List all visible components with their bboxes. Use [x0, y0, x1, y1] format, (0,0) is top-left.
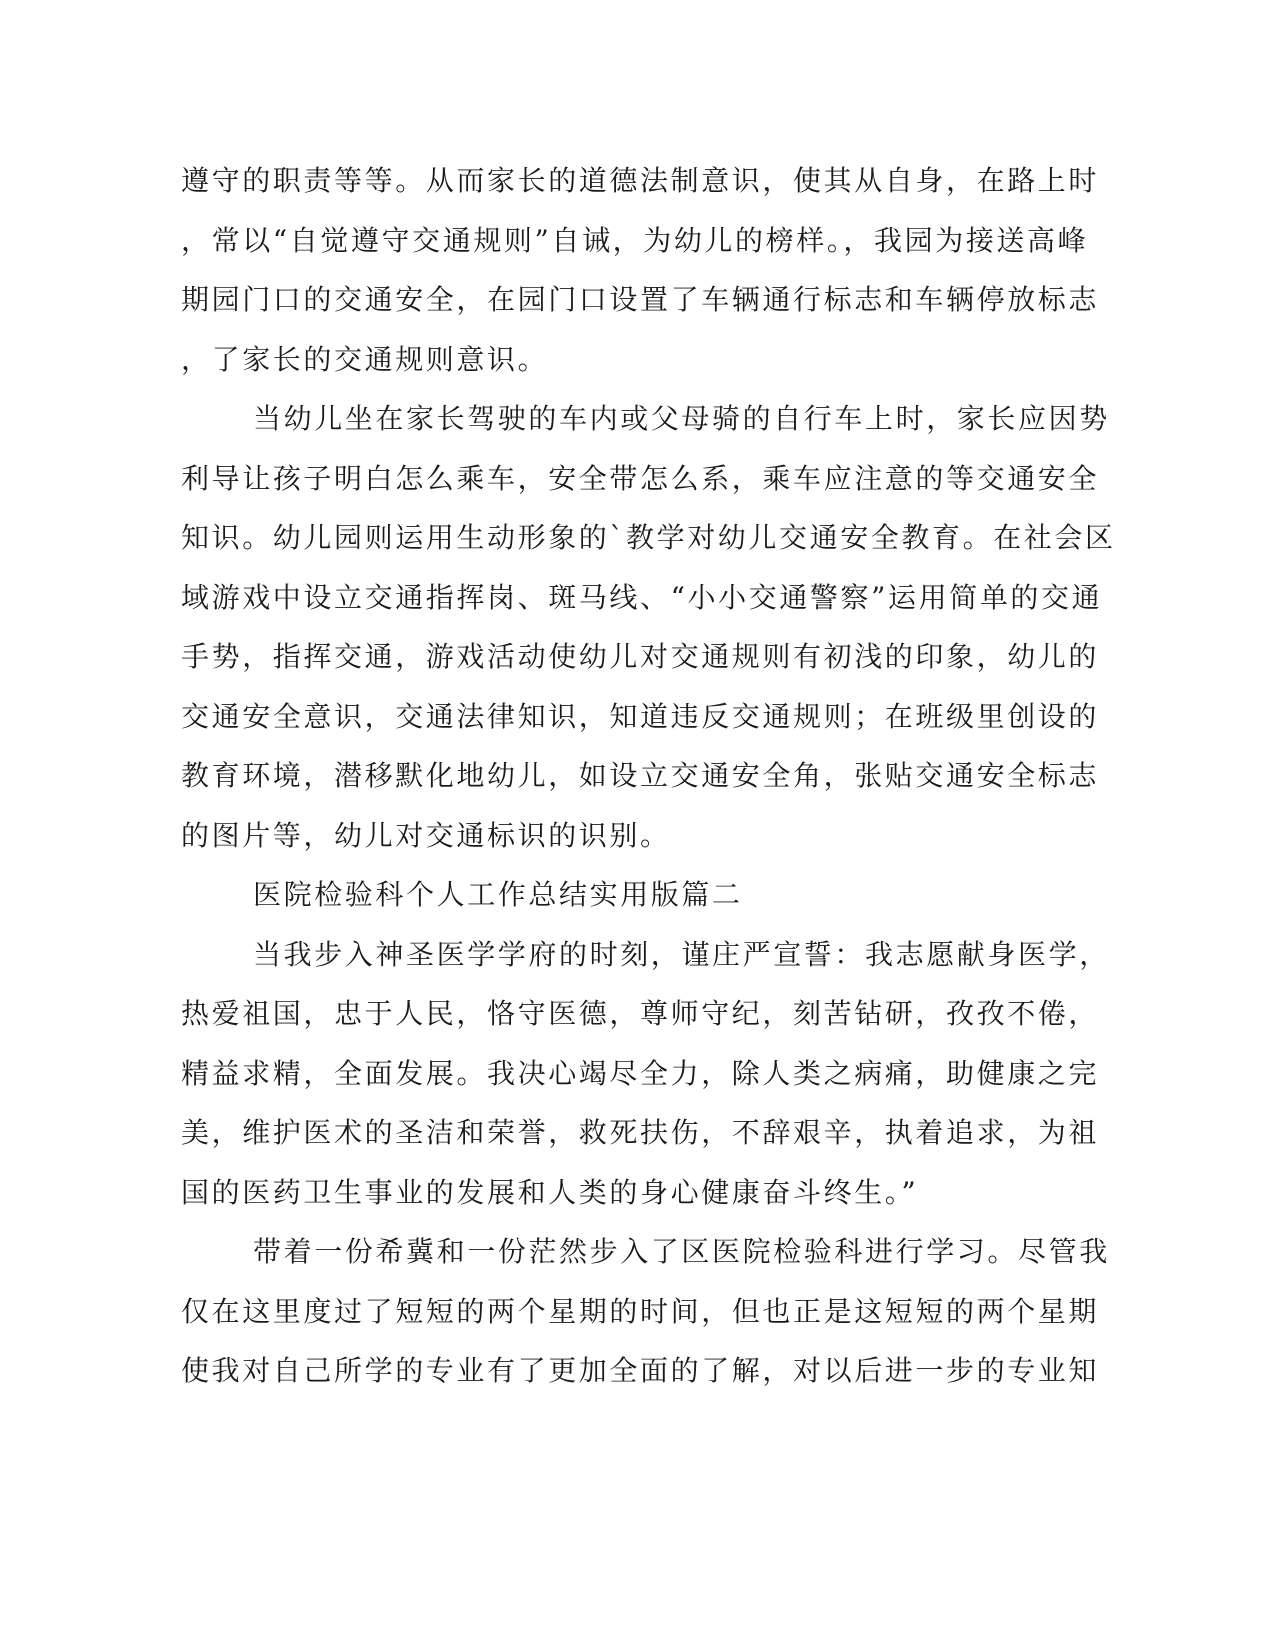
paragraph	[181, 151, 1100, 389]
text-line: 带着一份希冀和一份茫然步入了区医院检验科进行学习。尽管我	[253, 1235, 1110, 1268]
paragraph	[181, 925, 1110, 1223]
text-line: 精益求精，全面发展。我决心竭尽全力，除人类之病痛，助健康之完	[181, 1056, 1100, 1090]
text-line: 国的医药卫生事业的发展和人类的身心健康奋斗终生。”	[181, 1175, 919, 1209]
text-line: 的图片等，幼儿对交通标识的识别。	[181, 818, 671, 852]
text-line: 利导让孩子明白怎么乘车，安全带怎么系，乘车应注意的等交通安全	[181, 461, 1100, 495]
section-heading	[181, 865, 1061, 925]
paragraph	[181, 1222, 1110, 1401]
text-line: 遵守的职责等等。从而家长的道德法制意识，使其从自身，在路上时	[181, 164, 1100, 197]
text-line: 手势，指挥交通，游戏活动使幼儿对交通规则有初浅的印象，幼儿的	[181, 640, 1100, 673]
text-line: 使我对自己所学的专业有了更加全面的了解，对以后进一步的专业知	[181, 1354, 1100, 1387]
text-line: 仅在这里度过了短短的两个星期的时间，但也正是这短短的两个星期	[181, 1294, 1100, 1328]
text-line: 交通安全意识，交通法律知识，知道违反交通规则；在班级里创设的	[181, 699, 1100, 733]
text-line: 热爱祖国，忠于人民，恪守医德，尊师守纪，刻苦钻研，孜孜不倦，	[181, 997, 1100, 1030]
text-line: 美，维护医术的圣洁和荣誉，救死扶伤，不辞艰辛，执着追求，为祖	[181, 1116, 1100, 1149]
text-line: 当我步入神圣医学学府的时刻，谨庄严宣誓：我志愿献身医学，	[253, 937, 1110, 971]
text-line: 知识。幼儿园则运用生动形象的`教学对幼儿交通安全教育。在社会区	[181, 521, 1116, 554]
text-line: ，常以“自觉遵守交通规则”自诫，为幼儿的榜样。，我园为接送高峰	[181, 223, 1089, 257]
heading-line: 医院检验科个人工作总结实用版篇二	[253, 878, 743, 911]
text-line: 域游戏中设立交通指挥岗、斑马线、“小小交通警察”运用简单的交通	[181, 580, 1103, 614]
text-line: 当幼儿坐在家长驾驶的车内或父母骑的自行车上时，家长应因势	[253, 402, 1110, 435]
text-line: 期园门口的交通安全，在园门口设置了车辆通行标志和车辆停放标志	[181, 283, 1100, 316]
document-page	[181, 151, 1116, 1401]
text-line: ，了家长的交通规则意识。	[181, 342, 549, 376]
text-line: 教育环境，潜移默化地幼儿，如设立交通安全角，张贴交通安全标志	[181, 759, 1100, 792]
paragraph	[181, 389, 1116, 865]
